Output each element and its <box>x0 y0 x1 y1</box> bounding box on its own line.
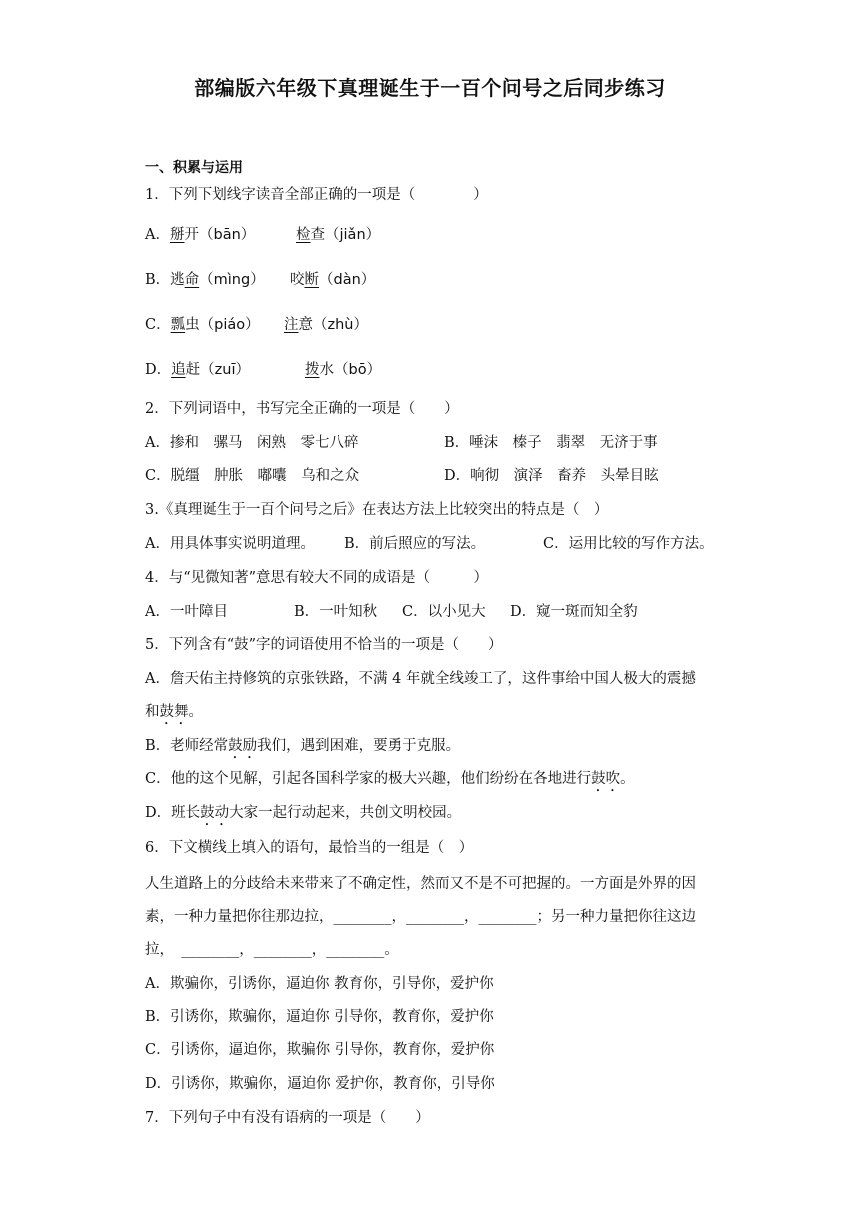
q5-option-a-line2: 和鼓舞。 <box>145 704 203 720</box>
q1-option-b: B．逃命（mìng） <box>145 272 265 288</box>
q4-option-d: D．窥一斑而知全豹 <box>510 604 638 620</box>
q4-option-a: A．一叶障目 <box>145 604 228 620</box>
question-4-stem: 4．与“见微知著”意思有较大不同的成语是（ ） <box>145 570 489 586</box>
q4-option-b: B．一叶知秋 <box>294 604 378 620</box>
q3-option-b: B．前后照应的写法。 <box>344 536 486 552</box>
q1-option-d: D．追赶（zuī） <box>145 362 250 378</box>
question-3-stem: 3.《真理诞生于一百个问号之后》在表达方法上比较突出的特点是（ ） <box>145 502 609 518</box>
q4-option-c: C．以小见大 <box>402 604 486 620</box>
q6-option-b: B．引诱你，欺骗你，逼迫你 引导你，教育你，爱护你 <box>145 1009 494 1025</box>
q5-option-d: D．班长鼓动大家一起行动起来，共创文明校园。 <box>145 805 462 821</box>
q5-option-a-line1: A．詹天佑主持修筑的京张铁路，不满 4 年就全线竣工了，这件事给中国人极大的震撼 <box>145 671 696 687</box>
question-2-stem: 2．下列词语中，书写完全正确的一项是（ ） <box>145 401 459 417</box>
question-6-stem: 6．下文横线上填入的语句，最恰当的一组是（ ） <box>145 840 474 856</box>
question-1-stem: 1．下列下划线字读音全部正确的一项是（ ） <box>145 187 488 203</box>
q2-option-c: C．脱缰 肿胀 嘟囔 乌和之众 <box>145 468 360 484</box>
section-heading: 一、积累与运用 <box>145 160 243 176</box>
q1-option-b-word2: 咬断（dàn） <box>290 272 376 288</box>
q2-option-d: D．响彻 演泽 畜养 头晕目眩 <box>444 468 659 484</box>
q6-option-a: A．欺骗你，引诱你，逼迫你 教育你，引导你，爱护你 <box>145 976 494 992</box>
q1-option-d-word2: 拨水（bō） <box>305 362 382 378</box>
q1-option-c-word2: 注意（zhù） <box>284 317 368 333</box>
q6-passage-line3: 拉， ________，________，________。 <box>145 942 399 958</box>
q6-passage-line2: 素，一种力量把你往那边拉，________，________，________；另一种力量把你往这边 <box>145 909 696 925</box>
q2-option-a: A．掺和 骡马 闲熟 零七八碎 <box>145 435 359 451</box>
q3-option-a: A．用具体事实说明道理。 <box>145 536 315 552</box>
q6-passage-line1: 人生道路上的分歧给未来带来了不确定性，然而又不是不可把握的。一方面是外界的因 <box>145 876 696 892</box>
q1-option-c: C．瓢虫（piáo） <box>145 317 260 333</box>
q6-option-d: D．引诱你，欺骗你，逼迫你 爱护你，教育你，引导你 <box>145 1076 495 1092</box>
page-title: 部编版六年级下真理诞生于一百个问号之后同步练习 <box>194 76 666 100</box>
q6-option-c: C．引诱你，逼迫你，欺骗你 引导你，教育你，爱护你 <box>145 1042 495 1058</box>
q5-option-c: C．他的这个见解，引起各国科学家的极大兴趣，他们纷纷在各地进行鼓吹。 <box>145 771 635 787</box>
q1-option-a-word2: 检查（jiǎn） <box>296 227 381 243</box>
question-7-stem: 7．下列句子中有没有语病的一项是（ ） <box>145 1110 430 1126</box>
q2-option-b: B．唾沫 榛子 翡翠 无济于事 <box>444 435 658 451</box>
q1-option-a: A．掰开（bān） <box>145 227 256 243</box>
question-5-stem: 5．下列含有“鼓”字的词语使用不恰当的一项是（ ） <box>145 637 503 653</box>
q5-option-b: B．老师经常鼓励我们，遇到困难，要勇于克服。 <box>145 738 461 754</box>
q3-option-c: C．运用比较的写作方法。 <box>543 536 714 552</box>
